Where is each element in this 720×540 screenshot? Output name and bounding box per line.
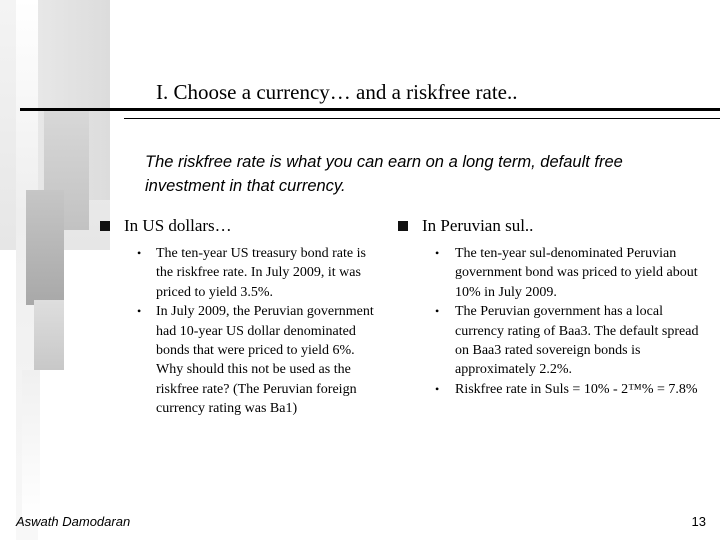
left-heading: In US dollars… — [124, 216, 232, 235]
bullet-text: The ten-year sul-denominated Peruvian government bond was priced to yield about 10% in July 2009. — [455, 246, 698, 300]
right-heading: In Peruvian sul.. — [422, 216, 534, 235]
square-bullet-icon — [100, 221, 110, 231]
bullet-text: In July 2009, the Peruvian government had 10-year US dollar denominated bonds that were priced to yield 6%. Why should this not be used as the riskfree rate? (The Peruvian foreign currency rating was Ba1) — [156, 304, 374, 417]
dot-bullet-icon: • — [137, 246, 142, 260]
list-item — [398, 244, 703, 302]
page-number: 13 — [691, 514, 706, 529]
dot-bullet-icon: • — [435, 246, 440, 260]
dot-bullet-icon: • — [137, 304, 142, 319]
right-column — [398, 214, 703, 399]
bullet-text: Riskfree rate in Suls = 10% - 2™% = 7.8% — [455, 381, 698, 397]
lead-statement: The riskfree rate is what you can earn on a long term, default free investment in that currency. — [145, 153, 623, 195]
list-item — [398, 302, 703, 380]
slide-title: I. Choose a currency… and a riskfree rate.. — [156, 80, 518, 104]
list-item — [398, 380, 703, 399]
left-column — [100, 214, 380, 419]
author-footer: Aswath Damodaran — [16, 514, 131, 529]
title-divider-thin — [124, 118, 720, 119]
left-bullet-list — [100, 244, 380, 419]
bullet-text: The Peruvian government has a local currency rating of Baa3. The default spread on Baa3 rated sovereign bonds is approximately 2.2%. — [455, 304, 699, 378]
right-heading-item — [398, 214, 703, 238]
background-decoration — [26, 190, 64, 305]
dot-bullet-icon: • — [435, 381, 440, 396]
title-divider — [20, 108, 720, 111]
background-decoration — [22, 370, 40, 520]
left-heading-item — [100, 214, 380, 238]
list-item — [100, 244, 380, 302]
bullet-text: The ten-year US treasury bond rate is the riskfree rate. In July 2009, it was priced to yield 3.5%. — [156, 246, 366, 300]
dot-bullet-icon: • — [435, 304, 440, 319]
background-decoration — [34, 300, 64, 370]
list-item — [100, 302, 380, 418]
right-bullet-list — [398, 244, 703, 399]
square-bullet-icon — [398, 221, 408, 231]
